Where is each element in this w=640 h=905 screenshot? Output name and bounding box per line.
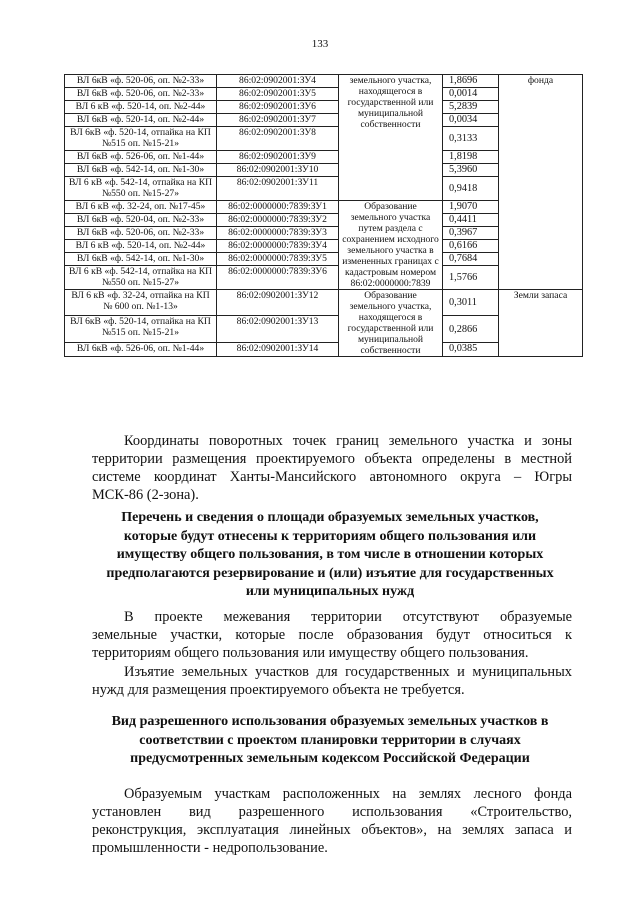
area-cell: 1,5766 bbox=[443, 266, 499, 290]
text-line: территориям общего пользования или имуществу общего пользования. bbox=[92, 645, 529, 661]
heading-line: предполагаются резервирование и (или) изъятие для государственных bbox=[106, 565, 554, 581]
cadastral-number-cell: 86:02:0902001:ЗУ13 bbox=[217, 316, 339, 342]
cadastral-number-cell: 86:02:0902001:ЗУ7 bbox=[217, 114, 339, 127]
object-name-cell: ВЛ 6кВ «ф. 542-14, оп. №1-30» bbox=[65, 164, 217, 177]
cadastral-number-cell: 86:02:0902001:ЗУ10 bbox=[217, 164, 339, 177]
text-line: территории размещения проектируемого объекта определены в местной bbox=[92, 451, 572, 467]
land-category-cell: Земли запаса bbox=[499, 290, 583, 357]
area-cell: 0,3133 bbox=[443, 127, 499, 151]
heading-line: Вид разрешенного использования образуемых земельных участков в bbox=[111, 714, 549, 729]
object-name-cell: ВЛ 6 кВ «ф. 32-24, оп. №17-45» bbox=[65, 201, 217, 214]
cadastral-number-cell: 86:02:0000000:7839:ЗУ3 bbox=[217, 227, 339, 240]
heading-line: или муниципальных нужд bbox=[245, 584, 415, 599]
area-cell: 0,0014 bbox=[443, 88, 499, 101]
object-name-cell: ВЛ 6кВ «ф. 520-06, оп. №2-33» bbox=[65, 227, 217, 240]
text-line: МСК-86 (2-зона). bbox=[92, 487, 199, 503]
text-line: нужд для размещения проектируемого объекта не требуется. bbox=[92, 682, 465, 698]
text-line: Координаты поворотных точек границ земельного участка и зоны bbox=[124, 433, 572, 449]
table-row bbox=[65, 290, 583, 316]
formation-method-cell: Образование земельного участка, находящегося в государственной или муниципальной собственности bbox=[339, 290, 443, 357]
land-category-cell: фонда bbox=[499, 75, 583, 290]
object-name-cell: ВЛ 6 кВ «ф. 542-14, отпайка на КП №550 оп. №15-27» bbox=[65, 177, 217, 201]
coordinates-paragraph bbox=[92, 432, 572, 504]
object-name-cell: ВЛ 6кВ «ф. 526-06, оп. №1-44» bbox=[65, 151, 217, 164]
object-name-cell: ВЛ 6кВ «ф. 526-06, оп. №1-44» bbox=[65, 342, 217, 356]
area-cell: 5,2839 bbox=[443, 101, 499, 114]
cadastral-number-cell: 86:02:0902001:ЗУ12 bbox=[217, 290, 339, 316]
object-name-cell: ВЛ 6 кВ «ф. 520-14, оп. №2-44» bbox=[65, 240, 217, 253]
cadastral-number-cell: 86:02:0902001:ЗУ5 bbox=[217, 88, 339, 101]
heading-line: Перечень и сведения о площади образуемых земельных участков, bbox=[121, 510, 539, 525]
land-plots-table bbox=[64, 74, 583, 357]
area-cell: 0,0034 bbox=[443, 114, 499, 127]
area-cell: 0,3967 bbox=[443, 227, 499, 240]
cadastral-number-cell: 86:02:0902001:ЗУ9 bbox=[217, 151, 339, 164]
object-name-cell: ВЛ 6 кВ «ф. 520-14, оп. №2-44» bbox=[65, 101, 217, 114]
heading-line: предусмотренных земельным кодексом Российской Федерации bbox=[130, 751, 530, 766]
area-cell: 0,9418 bbox=[443, 177, 499, 201]
object-name-cell: ВЛ 6 кВ «ф. 542-14, отпайка на КП №550 оп. №15-27» bbox=[65, 266, 217, 290]
area-cell: 0,2866 bbox=[443, 316, 499, 342]
object-name-cell: ВЛ 6кВ «ф. 520-14, оп. №2-44» bbox=[65, 114, 217, 127]
object-name-cell: ВЛ 6кВ «ф. 542-14, оп. №1-30» bbox=[65, 253, 217, 266]
object-name-cell: ВЛ 6кВ «ф. 520-14, отпайка на КП №515 оп. №15-21» bbox=[65, 316, 217, 342]
text-line: земельные участки, которые после образования будут относиться к bbox=[92, 627, 572, 643]
heading-line: которые будут отнесены к территориям общего пользования или bbox=[123, 528, 537, 544]
section-heading-common-use bbox=[80, 509, 580, 602]
object-name-cell: ВЛ 6 кВ «ф. 32-24, отпайка на КП № 600 оп. №1-13» bbox=[65, 290, 217, 316]
cadastral-number-cell: 86:02:0000000:7839:ЗУ4 bbox=[217, 240, 339, 253]
withdrawal-paragraph bbox=[92, 663, 572, 699]
text-line: промышленности - недропользование. bbox=[92, 840, 328, 856]
cadastral-number-cell: 86:02:0000000:7839:ЗУ5 bbox=[217, 253, 339, 266]
table-row bbox=[65, 75, 583, 88]
no-common-plots-paragraph bbox=[92, 608, 572, 662]
cadastral-number-cell: 86:02:0902001:ЗУ4 bbox=[217, 75, 339, 88]
area-cell: 0,0385 bbox=[443, 342, 499, 356]
area-cell: 1,8198 bbox=[443, 151, 499, 164]
cadastral-number-cell: 86:02:0902001:ЗУ8 bbox=[217, 127, 339, 151]
heading-line: соответствии с проектом планировки территории в случаях bbox=[139, 732, 521, 748]
cadastral-number-cell: 86:02:0000000:7839:ЗУ6 bbox=[217, 266, 339, 290]
text-line: реконструкция, эксплуатация линейных объектов», на землях запаса и bbox=[92, 822, 572, 838]
area-cell: 0,6166 bbox=[443, 240, 499, 253]
cadastral-number-cell: 86:02:0902001:ЗУ14 bbox=[217, 342, 339, 356]
cadastral-number-cell: 86:02:0000000:7839:ЗУ1 bbox=[217, 201, 339, 214]
section-heading-permitted-use bbox=[80, 713, 580, 769]
area-cell: 0,7684 bbox=[443, 253, 499, 266]
text-line: Изъятие земельных участков для государственных и муниципальных bbox=[124, 664, 572, 680]
formation-method-cell: земельного участка, находящегося в государственной или муниципальной собственности bbox=[339, 75, 443, 201]
text-line: системе координат Ханты-Мансийского автономного округа – Югры bbox=[92, 469, 572, 485]
cadastral-number-cell: 86:02:0902001:ЗУ11 bbox=[217, 177, 339, 201]
text-line: Образуемым участкам расположенных на землях лесного фонда bbox=[124, 786, 572, 802]
text-line: В проекте межевания территории отсутствуют образуемые bbox=[124, 609, 572, 625]
object-name-cell: ВЛ 6кВ «ф. 520-04, оп. №2-33» bbox=[65, 214, 217, 227]
area-cell: 0,3011 bbox=[443, 290, 499, 316]
area-cell: 1,8696 bbox=[443, 75, 499, 88]
heading-line: имуществу общего пользования, в том числе в отношении которых bbox=[116, 547, 544, 562]
cadastral-number-cell: 86:02:0000000:7839:ЗУ2 bbox=[217, 214, 339, 227]
cadastral-number-cell: 86:02:0902001:ЗУ6 bbox=[217, 101, 339, 114]
object-name-cell: ВЛ 6кВ «ф. 520-06, оп. №2-33» bbox=[65, 88, 217, 101]
page-number: 133 bbox=[311, 38, 329, 50]
permitted-use-paragraph bbox=[92, 785, 572, 857]
area-cell: 5,3960 bbox=[443, 164, 499, 177]
area-cell: 0,4411 bbox=[443, 214, 499, 227]
object-name-cell: ВЛ 6кВ «ф. 520-14, отпайка на КП №515 оп. №15-21» bbox=[65, 127, 217, 151]
formation-method-cell: Образование земельного участка путем раздела с сохранением исходного земельного участка в измененных границах с кадастровым номером 86:02:0000000:7839 bbox=[339, 201, 443, 290]
area-cell: 1,9070 bbox=[443, 201, 499, 214]
object-name-cell: ВЛ 6кВ «ф. 520-06, оп. №2-33» bbox=[65, 75, 217, 88]
text-line: установлен вид разрешенного использования «Строительство, bbox=[92, 804, 572, 820]
